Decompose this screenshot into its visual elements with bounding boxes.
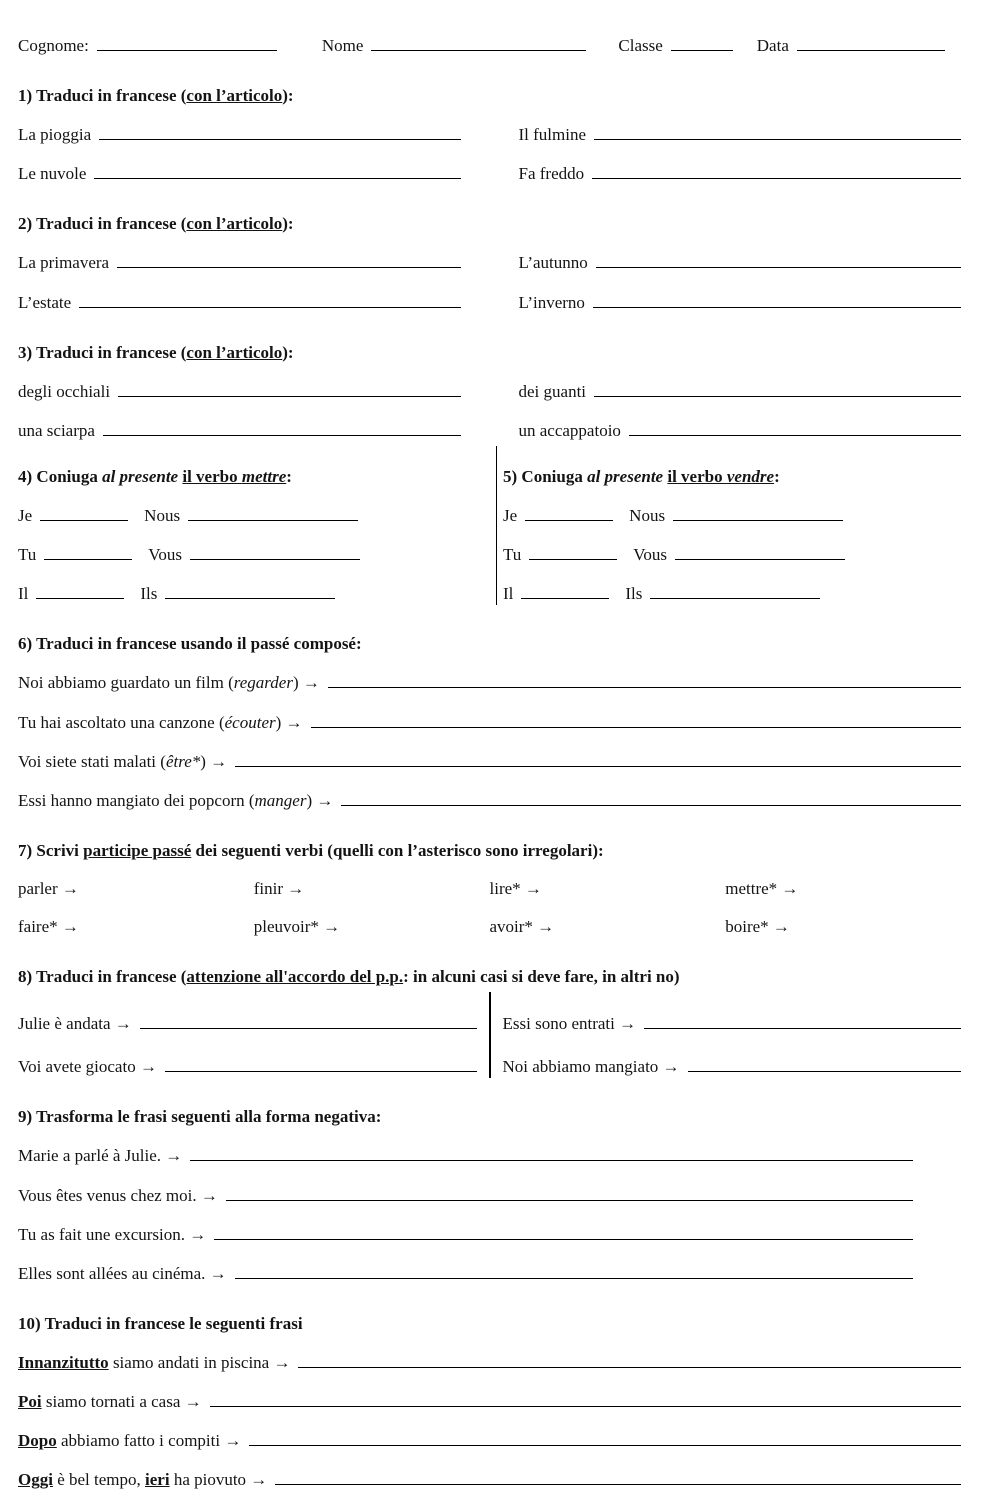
pronoun-label: Il (503, 584, 514, 604)
answer-blank (525, 504, 613, 521)
verb-label: avoir* → (489, 916, 555, 936)
answer-blank (117, 251, 460, 268)
answer-blank (596, 251, 961, 268)
pronoun-label: Je (503, 506, 518, 526)
exercise-row (18, 1184, 961, 1207)
verb-label: regarder (233, 673, 293, 693)
sentence-label: Elles sont allées au cinéma. → (18, 1263, 227, 1283)
sentence-label: Noi abbiamo mangiato → (502, 1057, 680, 1077)
answer-blank (214, 1223, 913, 1240)
sentence-label: Vous êtes venus chez moi. → (18, 1185, 218, 1205)
answer-blank (311, 711, 961, 728)
answer-blank (673, 504, 843, 521)
sentence-label: Marie a parlé à Julie. → (18, 1146, 183, 1166)
pronoun-label: Vous (633, 545, 667, 565)
exercise-row (18, 1390, 961, 1413)
section-3-title: 3) Traduci in francese (con l’articolo): (18, 342, 294, 362)
answer-blank (328, 671, 961, 688)
exercise-row (18, 162, 961, 185)
item-label: Fa freddo (518, 164, 585, 184)
sentence-label: siamo andati in piscina → (108, 1352, 291, 1372)
conjugation-row (18, 543, 490, 566)
section-4 (18, 446, 496, 605)
keyword-label: Poi (18, 1392, 42, 1411)
sentence-label: abbiamo fatto i compiti → (56, 1431, 242, 1451)
sentence-label: Noi abbiamo guardato un film ( (18, 673, 234, 693)
answer-blank (629, 419, 961, 436)
exercise-row (18, 291, 961, 314)
cognome-blank (97, 34, 277, 51)
sentence-label: siamo tornati a casa → (41, 1392, 202, 1411)
answer-blank (593, 291, 961, 308)
section-7-title: 7) Scrivi participe passé dei seguenti verbi (quelli con l’asterisco sono irregolari): (18, 840, 604, 860)
item-label: La pioggia (18, 125, 92, 145)
answer-blank (521, 582, 609, 599)
answer-blank (275, 1468, 961, 1485)
verb-label: finir → (253, 878, 305, 898)
answer-blank (36, 582, 124, 599)
section-5-title: 5) Coniuga al presente il verbo vendre: (503, 466, 780, 486)
item-label: L’autunno (518, 253, 588, 273)
conjugation-row (18, 504, 490, 527)
classe-blank (671, 34, 733, 51)
answer-blank (165, 1055, 477, 1072)
pronoun-label: Tu (18, 545, 37, 565)
pronoun-label: Nous (144, 506, 181, 526)
verb-label: manger (254, 790, 307, 810)
answer-blank (94, 162, 460, 179)
exercise-row (18, 380, 961, 403)
verb-label: écouter (224, 712, 276, 732)
conjugation-block (18, 446, 961, 605)
sentence-label: Essi sono entrati → (502, 1014, 637, 1034)
exercise-row (18, 1351, 961, 1374)
section-2-title: 2) Traduci in francese (con l’articolo): (18, 214, 294, 234)
answer-blank (594, 123, 961, 140)
verb-row (18, 878, 961, 900)
section-10-title: 10) Traduci in francese le seguenti frasi (18, 1313, 303, 1333)
verb-label: pleuvoir* → (253, 916, 341, 936)
verb-label: mettre* → (725, 878, 799, 898)
verb-label: faire* → (18, 916, 79, 936)
answer-blank (103, 419, 461, 436)
sentence-label: Voi siete stati malati ( (18, 751, 166, 771)
answer-blank (165, 582, 335, 599)
sentence-label: Essi hanno mangiato dei popcorn ( (18, 790, 255, 810)
item-label: La primavera (18, 253, 110, 273)
data-label: Data (756, 36, 789, 55)
exercise-row: Essi hanno mangiato dei popcorn ( manger ) → (18, 789, 961, 812)
pronoun-label: Tu (503, 545, 522, 565)
sentence-label: Julie è andata → (18, 1014, 132, 1034)
answer-blank (140, 1012, 477, 1029)
exercise-row (503, 1055, 962, 1078)
exercise-row (503, 1012, 962, 1035)
exercise-row: Tu hai ascoltato una canzone ( écouter ) → (18, 711, 961, 734)
exercise-row: Noi abbiamo guardato un film ( regarder ) → (18, 671, 961, 694)
keyword-label: Innanzitutto (18, 1352, 109, 1372)
section-8-columns (18, 992, 961, 1078)
conjugation-row (503, 543, 955, 566)
answer-blank (529, 543, 617, 560)
item-label: una sciarpa (18, 420, 95, 440)
answer-blank (99, 123, 460, 140)
answer-blank (210, 1390, 961, 1407)
item-label: Le nuvole (18, 164, 87, 184)
verb-label: parler → (18, 878, 79, 898)
answer-blank (188, 504, 358, 521)
conjugation-row (503, 504, 955, 527)
answer-blank (190, 1144, 913, 1161)
section-4-title: 4) Coniuga al presente il verbo mettre: (18, 466, 292, 486)
exercise-row (18, 251, 961, 274)
exercise-row (18, 123, 961, 146)
pronoun-label: Ils (625, 584, 643, 604)
answer-blank (190, 543, 360, 560)
data-blank (797, 34, 945, 51)
conjugation-row (18, 582, 490, 605)
item-label: dei guanti (518, 381, 587, 401)
cognome-label: Cognome: (18, 36, 89, 55)
answer-blank (235, 1262, 913, 1279)
answer-blank (118, 380, 460, 397)
nome-label: Nome (321, 36, 364, 55)
verb-row (18, 916, 961, 938)
exercise-row (18, 1055, 477, 1078)
pronoun-label: Il (18, 584, 29, 604)
sentence-label: Tu hai ascoltato una canzone ( (18, 712, 225, 732)
answer-blank (298, 1351, 961, 1368)
answer-blank (235, 750, 961, 767)
exercise-row: Voi siete stati malati ( être* ) → (18, 750, 961, 773)
exercise-row: Oggi è bel tempo, ieri ha piovuto → (18, 1468, 961, 1491)
answer-blank (249, 1429, 961, 1446)
answer-blank (44, 543, 132, 560)
answer-blank (226, 1184, 913, 1201)
section-5 (496, 446, 961, 605)
answer-blank (688, 1055, 961, 1072)
sentence-label: ha piovuto → (169, 1470, 268, 1490)
item-label: L’estate (18, 292, 72, 312)
keyword-label: Oggi (18, 1470, 53, 1490)
exercise-row (18, 1144, 961, 1167)
exercise-row (18, 419, 961, 442)
pronoun-label: Ils (140, 584, 158, 604)
classe-label: Classe (618, 36, 663, 55)
section-8-title: 8) Traduci in francese (attenzione all'accordo del p.p.: in alcuni casi si deve fare, in altri no) (18, 967, 680, 987)
answer-blank (644, 1012, 961, 1029)
sentence-label: Tu as fait une excursion. → (18, 1224, 207, 1244)
item-label: Il fulmine (518, 125, 587, 145)
answer-blank (40, 504, 128, 521)
conjugation-row (503, 582, 955, 605)
pronoun-label: Nous (629, 506, 666, 526)
nome-blank (371, 34, 586, 51)
section-9-title: 9) Trasforma le frasi seguenti alla forma negativa: (18, 1107, 382, 1127)
answer-blank (650, 582, 820, 599)
item-label: L’inverno (518, 292, 585, 312)
item-label: un accappatoio (518, 420, 621, 440)
verb-label: lire* → (489, 878, 542, 898)
keyword-label: Dopo (18, 1431, 57, 1451)
exercise-row (18, 1262, 961, 1285)
header-row (18, 34, 961, 57)
section-6-title: 6) Traduci in francese usando il passé composé: (18, 634, 362, 654)
answer-blank (341, 789, 961, 806)
keyword-label: ieri (145, 1470, 170, 1490)
answer-blank (79, 291, 460, 308)
verb-label: boire* → (725, 916, 790, 936)
pronoun-label: Vous (148, 545, 182, 565)
verb-label: être* (165, 751, 201, 771)
item-label: degli occhiali (18, 381, 111, 401)
pronoun-label: Je (18, 506, 33, 526)
exercise-row (18, 1223, 961, 1246)
answer-blank (675, 543, 845, 560)
section-1-title: 1) Traduci in francese (con l’articolo): (18, 86, 294, 106)
sentence-label: Voi avete giocato → (18, 1057, 157, 1077)
answer-blank (594, 380, 961, 397)
exercise-row (18, 1012, 477, 1035)
answer-blank (592, 162, 961, 179)
